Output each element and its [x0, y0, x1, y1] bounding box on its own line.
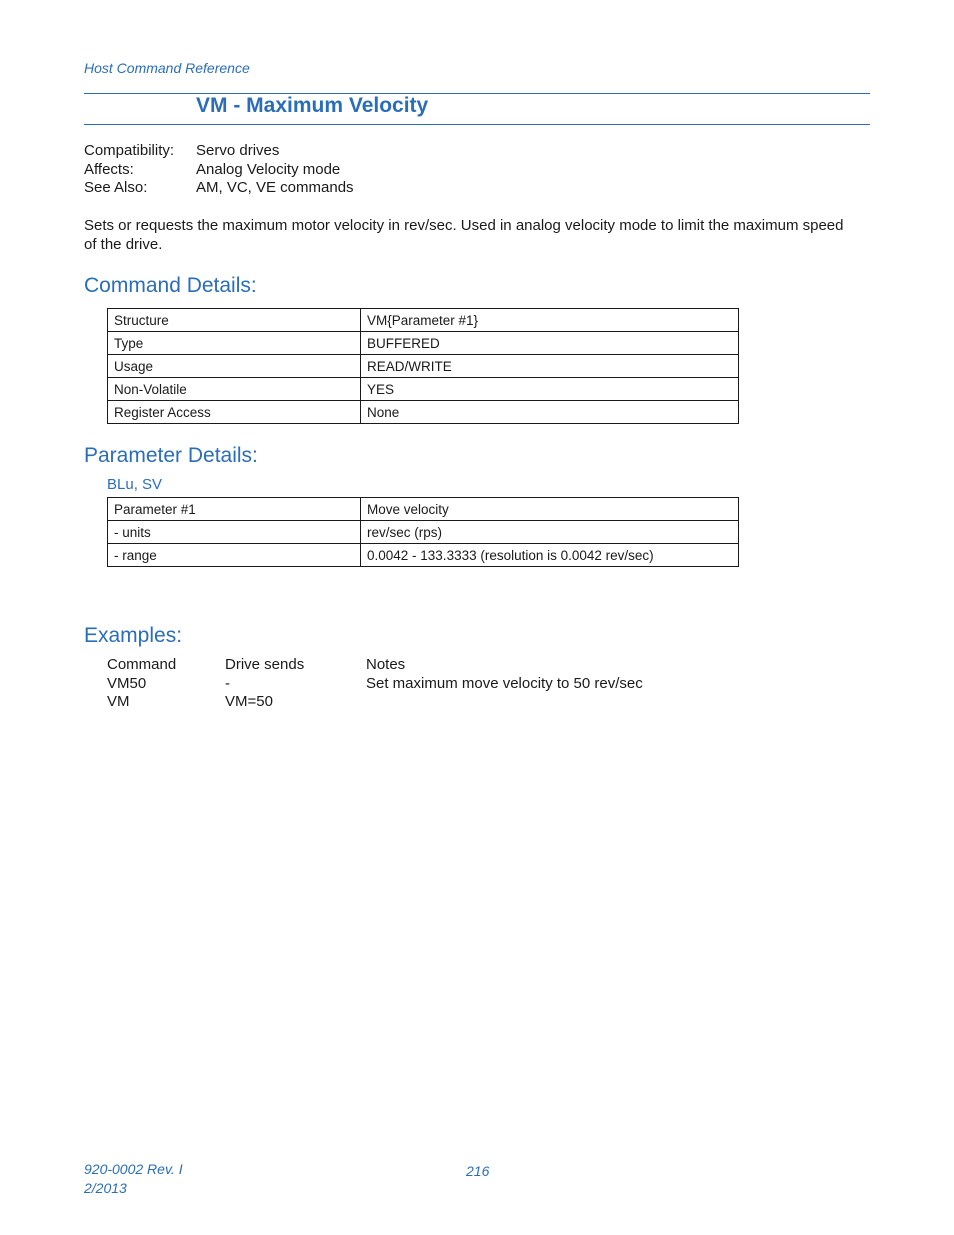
- table-cell: - units: [108, 521, 361, 544]
- table-row: [108, 401, 739, 424]
- table-cell: None: [361, 401, 739, 424]
- meta-value: AM, VC, VE commands: [196, 179, 354, 196]
- table-cell: Parameter #1: [108, 498, 361, 521]
- footer-date: 2/2013: [84, 1180, 127, 1196]
- meta-value: Analog Velocity mode: [196, 160, 341, 178]
- table-cell: VM{Parameter #1}: [361, 309, 739, 332]
- examples-column-header: Notes: [366, 656, 406, 673]
- examples-row: [107, 693, 643, 712]
- table-cell: Register Access: [108, 401, 361, 424]
- command-details-heading: Command Details:: [84, 274, 257, 297]
- table-row: [108, 355, 739, 378]
- table-row: [108, 309, 739, 332]
- examples-column-header: Drive sends: [225, 656, 305, 673]
- table-cell: Move velocity: [361, 498, 739, 521]
- example-drive-sends: VM=50: [225, 693, 273, 710]
- footer-doc-number: 920-0002 Rev. I: [84, 1161, 183, 1177]
- table-cell: rev/sec (rps): [361, 521, 739, 544]
- table-row: [108, 521, 739, 544]
- footer-page-number: 216: [466, 1163, 490, 1179]
- parameter-details-heading: Parameter Details:: [84, 444, 258, 467]
- meta-value: Servo drives: [196, 142, 280, 159]
- table-row: [108, 378, 739, 401]
- meta-row-see-also: [84, 179, 354, 198]
- table-cell: BUFFERED: [361, 332, 739, 355]
- description: Sets or requests the maximum motor velocity in rev/sec. Used in analog velocity mode to limit the maximum speed of the drive.: [84, 217, 844, 253]
- parameter-details-subheading: BLu, SV: [107, 476, 163, 493]
- meta-key: Compatibility:: [84, 142, 175, 159]
- table-cell: YES: [361, 378, 739, 401]
- meta-row-compatibility: [84, 142, 354, 161]
- table-cell: Usage: [108, 355, 361, 378]
- table-cell: - range: [108, 544, 361, 567]
- command-details-table: [107, 308, 739, 424]
- examples-column-header: Command: [107, 656, 177, 673]
- example-command: VM: [107, 693, 130, 710]
- running-head: Host Command Reference: [84, 60, 250, 76]
- parameter-details-table: [107, 497, 739, 567]
- meta-block: [84, 142, 354, 198]
- table-cell: Non-Volatile: [108, 378, 361, 401]
- table-cell: Type: [108, 332, 361, 355]
- example-drive-sends: -: [225, 674, 230, 692]
- examples-header-row: [107, 656, 643, 675]
- meta-key: See Also:: [84, 179, 148, 196]
- example-command: VM50: [107, 674, 147, 692]
- footer-doc-info: [84, 1160, 183, 1198]
- examples-heading: Examples:: [84, 624, 183, 647]
- examples-block: [107, 656, 643, 712]
- examples-row: [107, 675, 643, 694]
- table-row: [108, 544, 739, 567]
- example-notes: Set maximum move velocity to 50 rev/sec: [366, 674, 643, 692]
- table-cell: Structure: [108, 309, 361, 332]
- meta-key: Affects:: [84, 160, 134, 178]
- table-cell: 0.0042 - 133.3333 (resolution is 0.0042 rev/sec): [361, 544, 739, 567]
- table-row: [108, 332, 739, 355]
- page-title: VM - Maximum Velocity: [196, 94, 429, 117]
- meta-row-affects: [84, 161, 354, 180]
- table-cell: READ/WRITE: [361, 355, 739, 378]
- title-rule-bottom: [84, 124, 870, 125]
- table-row: [108, 498, 739, 521]
